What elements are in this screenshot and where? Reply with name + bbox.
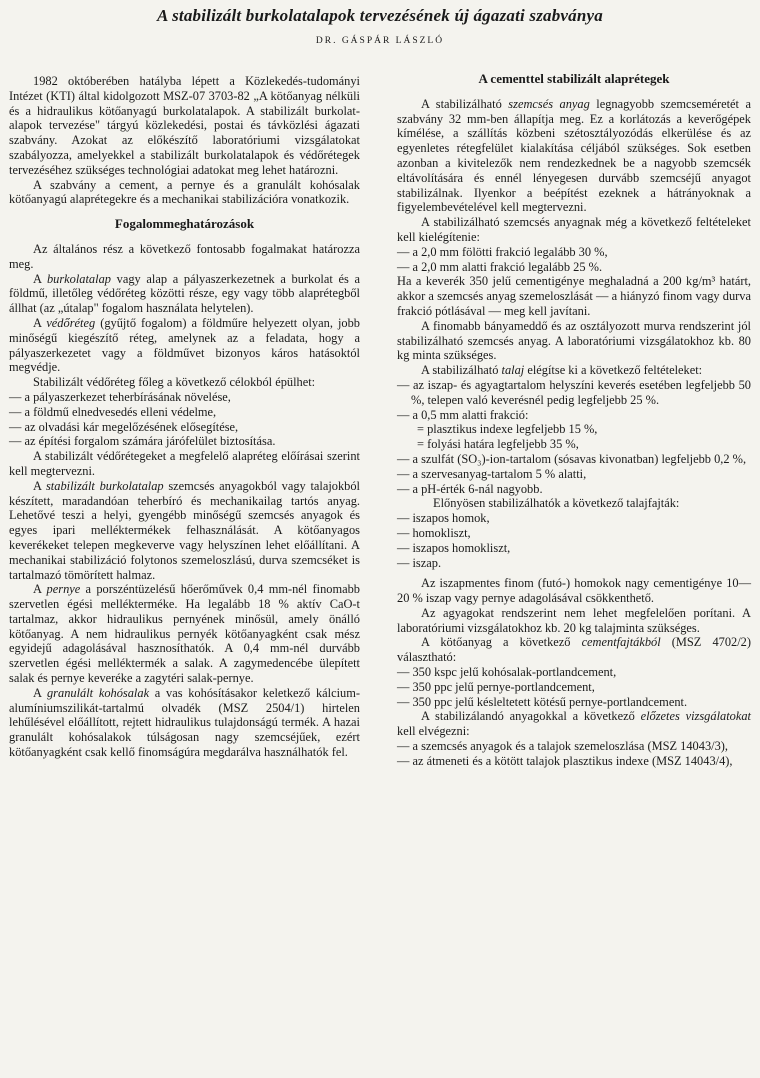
term: cementfajtákból <box>581 635 661 650</box>
list-item: — a 2,0 mm alatti frakció legalább 25 %. <box>397 259 603 274</box>
list-item: — iszapos homok, <box>397 511 490 526</box>
soil-paragraph: A stabilizálható talaj elégítse ki a következő feltételeket: <box>421 363 703 378</box>
cement-demand-paragraph: Ha a keverék 350 jelű cementigénye meghaladná a 200 kg/m³ határt, akkor a szemcsés anyag szemeloszlását — a hiányzó finom vagy durva frakció pótlásával — meg kell javítani. <box>397 274 751 318</box>
term: granulált kohósalak <box>46 685 150 700</box>
list-item: — a szemcsés anyagok és a talajok szemeloszlása (MSZ 14043/3), <box>397 739 729 754</box>
definition-stabilized-base: A stabilizált burkolatalap szemcsés anyagokból vagy talajokból készített, maradandóan teherbíró és mechanikailag tartós anyag. Lehetővé teszi a helyi, gyengébb minőségű szemcsés anyagok és egyes ipari melléktermékek felhasználását. A kötőanyagos keverékeket telepen megkeverve vagy helyszínen lehet előállítani. A mechanikai stabilizáció folytonos szemeloszlású, durva szemcséket is tartalmazó tömörített halmaz. <box>9 478 361 582</box>
term: előzetes vizsgálatokat <box>640 709 751 724</box>
definition-pernye: A pernye a porszéntüzelésű hőerőművek 0,4 mm-nél finomabb szervetlen égési mellékterméke. Ha legalább 18 % aktív CaO-t tartalmaz, akkor hidraulikus pernyének minősül, amely önálló kötőanyag. A nem hidraulikus pernyék kötőanyagként csak mész egyidejű adagolásával hasznosíthatók. A 0,4 mm-nél durvább szervetlen égési melléktermék a salak. A zagymedencébe ülepített salak és pernye keveréke a zagytéri salak-pernye. <box>9 582 360 686</box>
list-item: — a 0,5 mm alatti frakció: <box>397 407 529 422</box>
list-item: — homokliszt, <box>397 525 471 540</box>
term: stabilizált burkolatalap <box>45 478 164 493</box>
list-item: — az átmeneti és a kötött talajok plasztikus indexe (MSZ 14043/4), <box>397 753 733 768</box>
conditions-paragraph: A stabilizálható szemcsés anyagnak még a következő feltételeket kell kielégítenie: <box>397 215 751 244</box>
cement-types-paragraph: A kötőanyag a következő cementfajtákból (MSZ 4702/2) választható: <box>397 635 751 665</box>
list-item: — az olvadási kár megelőzésének elősegítése, <box>9 419 239 434</box>
purpose-paragraph: Stabilizált védőréteg főleg a következő célokból épülhet: <box>33 375 316 390</box>
sample-paragraph: A finomabb bányameddő és az osztályozott murva rendszerint jól stabilizálható szemcsés anyag. A laboratóriumi vizsgálatokhoz kb. 80 kg minta szükséges. <box>397 318 751 363</box>
article-title: A stabilizált burkolatalapok tervezésének új ágazati szabványa <box>157 6 603 25</box>
list-item: — a földmű elnedvesedés elleni védelme, <box>9 404 217 419</box>
definition-burkolatalap: A burkolatalap vagy alap a pályaszerkezetnek a burkolat és a földmű, illetőleg védőréteg közötti része, egy vagy több alaprétegből állhat (az „útalap" fogalom használata helytelen). <box>9 271 360 316</box>
term: talaj <box>501 363 525 378</box>
list-item: — a pH-érték 6-nál nagyobb. <box>397 481 543 496</box>
fine-sand-paragraph: Az iszapmentes finom (futó-) homokok nagy cementigénye 10—20 % iszap vagy pernye adagolásával csökkenthető. <box>397 576 751 606</box>
clay-paragraph: Az agyagokat rendszerint nem lehet megfelelően porítani. A laboratóriumi vizsgálatokhoz kb. 20 kg talajminta szükséges. <box>397 605 751 635</box>
list-subitem: = plasztikus indexe legfeljebb 15 %, <box>417 422 598 437</box>
section-heading-cement: A cementtel stabilizált alaprétegek <box>478 71 670 86</box>
list-item: — a pályaszerkezet teherbírásának növelése, <box>9 389 231 404</box>
term: szemcsés anyag <box>508 96 590 111</box>
term: védőréteg <box>46 315 96 330</box>
scope-paragraph: A szabvány a cement, a pernye és a granulált kohósalak kötőanyagú alaprétegekre és a mechanikai stabilizációra vonatkozik. <box>9 177 360 207</box>
list-item: — a szervesanyag-tartalom 5 % alatti, <box>397 466 587 481</box>
design-paragraph: A stabilizált védőrétegeket a megfelelő alapréteg előírásai szerint kell megtervezni. <box>9 449 360 478</box>
list-item: — az iszap- és agyagtartalom helyszíni keverés esetében legfeljebb 50 %, telepen való keverésnél pedig legfeljebb 25 %. <box>397 377 751 407</box>
list-item: — az építési forgalom számára járófelület biztosítása. <box>9 434 276 449</box>
right-column <box>397 62 751 769</box>
section-heading-definitions: Fogalommeghatározások <box>114 216 255 232</box>
author-name: DR. GÁSPÁR LÁSZLÓ <box>315 36 445 46</box>
intro-paragraph: 1982 októberében hatályba lépett a Közlekedés-tudományi Intézet (KTI) által kidolgozott MSZ-07 3703-82 „A kötőanyag nélküli és a hidraulikus kötőanyagú burkolatalapok. A stabilizált burkolat-alapok tervezése" tárgyú közlekedési, postai és távközlési ágazati szabvány. Azokat az előkészítő laboratóriumi vizsgálatokat szabályozza, amelyekkel a stabilizált burkolatalapok és védőrétegek tervezéséhez szükséges technológiai adatokat meg lehet határozni. <box>9 74 360 177</box>
list-item: — a szulfát (SO₃)-ion-tartalom (sósavas kivonatban) legfeljebb 0,2 %, <box>397 451 747 466</box>
list-item: — 350 kspc jelű kohósalak-portlandcement, <box>397 665 617 680</box>
left-column <box>9 62 360 760</box>
list-item: — a 2,0 mm fölötti frakció legalább 30 %, <box>397 244 608 259</box>
list-item: — iszapos homokliszt, <box>397 540 511 555</box>
definitions-intro: Az általános rész a következő fontosabb fogalmakat határozza meg. <box>9 241 360 271</box>
definition-kohosalak: A granulált kohósalak a vas kohósításakor keletkező kálcium-alumíniumszilikát-tartalmú olvadék (MSZ 2504/1) hirtelen lehűlésével előállított, rejtett hidraulikus tulajdonságú termék. A hazai granulált kohósalakok túlságosan nagy szemcséjűek, ezért kötőanyagként csak kellő finomságúra megdarálva használhatók fel. <box>9 685 360 760</box>
term: pernye <box>46 582 81 597</box>
list-subitem: = folyási határa legfeljebb 35 %, <box>417 437 579 452</box>
soil-types-heading: Előnyösen stabilizálhatók a következő talajfajták: <box>433 496 680 511</box>
list-item: — 350 ppc jelű késleltetett kötésű pernye-portlandcement. <box>397 694 688 709</box>
list-item: — 350 ppc jelű pernye-portlandcement, <box>397 679 595 694</box>
term: burkolatalap <box>46 271 111 286</box>
granular-material-paragraph: A stabilizálható szemcsés anyag legnagyobb szemcseméretét a szabvány 32 mm-ben állapítja meg. Ez a korlátozás a keverőgépek kímélése, a szállítás közbeni szétosztályozódás elkerülése és az egyenletes rétegfelület kialakítása céljából szükséges. Sok esetben azonban a kivitelezők nem rendezkednek be a nagyobb szemcsék eltávolítására és ennél lényegesen durvább szemcséjű anyagot stabilizálnak. Ilyenkor a beépítést ezeknek a hátrányoknak a figyelembevételével kell megtervezni. <box>397 96 751 215</box>
list-item: — iszap. <box>397 555 442 570</box>
definition-vedoreteg: A védőréteg (gyűjtő fogalom) a földműre helyezett olyan, jobb minőségű kiegészítő réteg, amelynek az a feladata, hogy a pályaszerkezetet vagy a földművet bizonyos káros hatásoktól megvédje. <box>9 315 360 375</box>
purpose-list <box>9 390 360 449</box>
preliminary-tests-paragraph: A stabilizálandó anyagokkal a következő előzetes vizsgálatokat kell elvégezni: <box>397 709 751 739</box>
